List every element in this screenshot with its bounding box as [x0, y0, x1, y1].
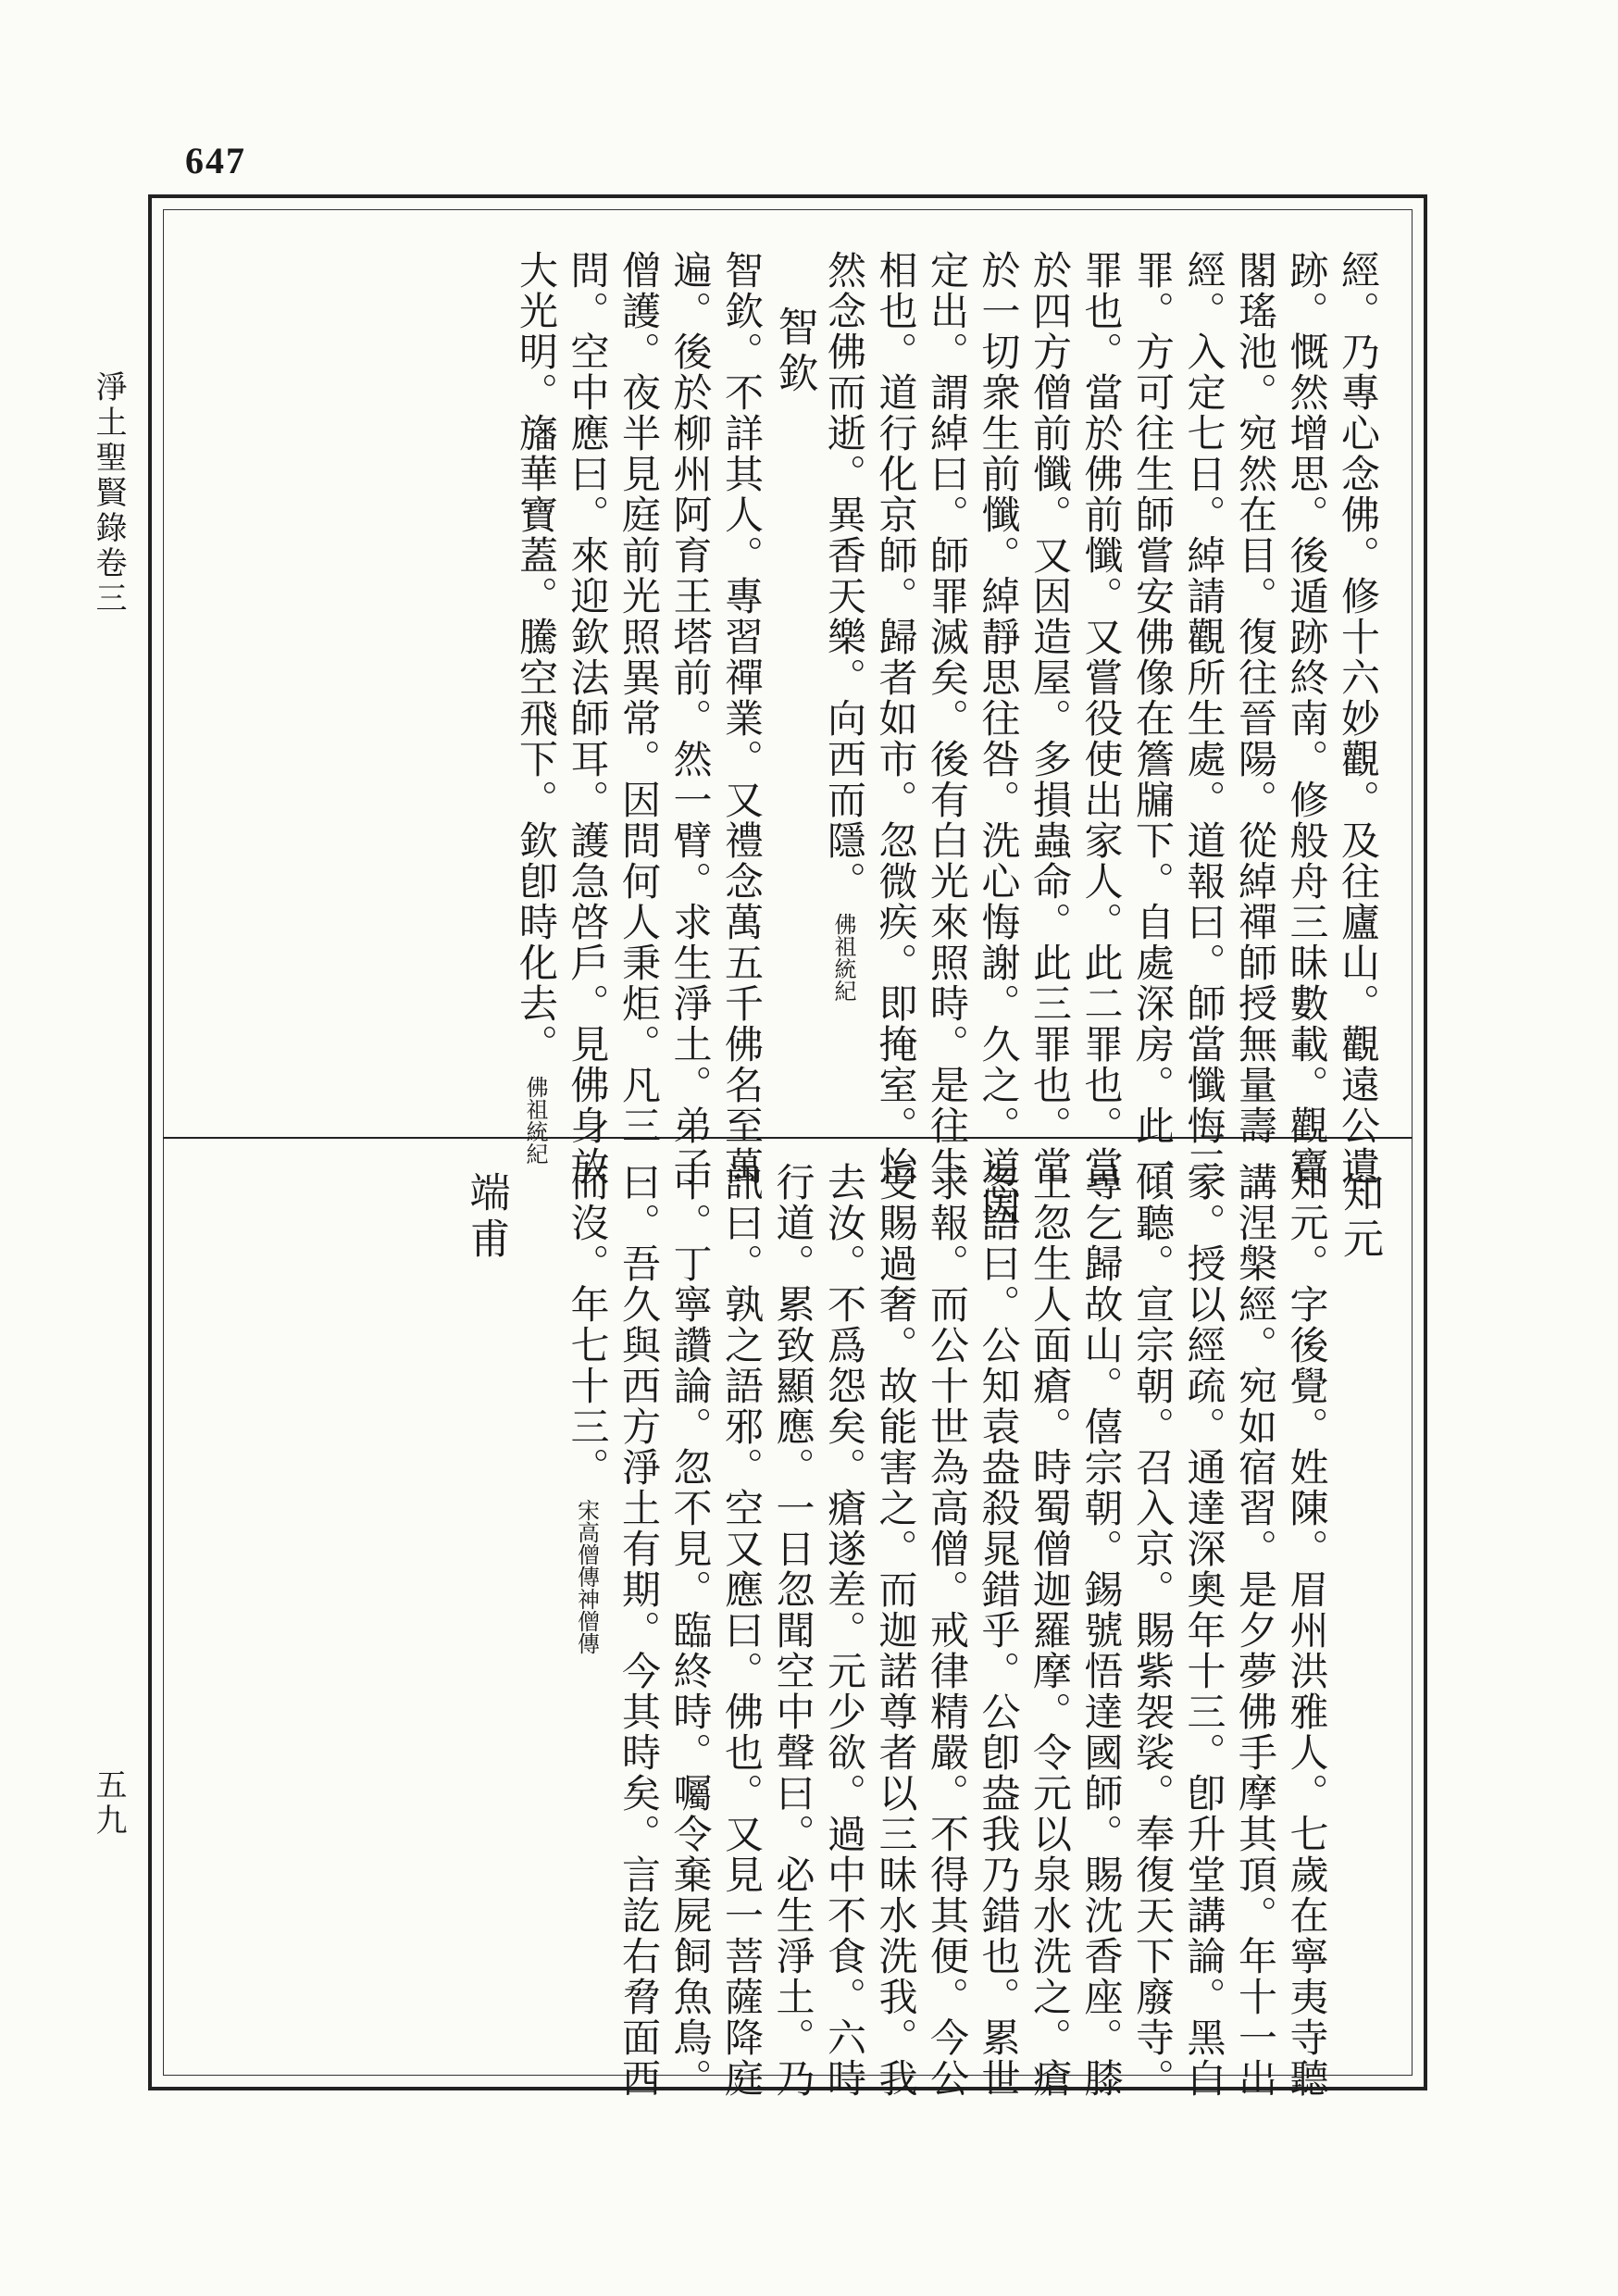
- text-column: 於四方僧前懺。又因造屋。多損蟲命。此三罪也。當: [1027, 250, 1073, 1187]
- text-column: 去汝。不爲怨矣。瘡遂差。元少欲。過中不食。六時: [822, 1162, 867, 2099]
- text-column: 僧護。夜半見庭前光照異常。因問何人秉炬。凡三: [616, 250, 662, 1146]
- text-column: 而沒。年七十三。: [565, 1162, 611, 1488]
- running-title: 淨土聖賢錄卷三: [90, 370, 127, 617]
- citation-note: 佛祖統紀: [830, 913, 856, 1002]
- text-column: 受賜過奢。故能害之。而迦諾尊者以三昧水洗我。我: [873, 1162, 919, 2099]
- text-column: 求報。而公十世為高僧。戒律精嚴。不得其便。今公: [925, 1162, 970, 2099]
- text-column: 遍。後於柳州阿育王塔前。然一臂。求生淨土。弟子: [667, 250, 714, 1187]
- text-column: 智欽。不詳其人。專習禪業。又禮念萬五千佛名至萬: [719, 250, 765, 1187]
- citation-note: 宋高僧傳神僧傳: [573, 1499, 600, 1654]
- text-column: 罪也。當於佛前懺。又嘗役使出家人。此二罪也。當: [1078, 250, 1125, 1187]
- section-heading: 端甫: [462, 1171, 510, 1264]
- section-heading: 知元: [1336, 1171, 1383, 1264]
- text-column: 訊曰。孰之語邪。空又應曰。佛也。又見一菩薩降庭: [719, 1162, 765, 2099]
- text-column: 中。丁寧讚論。忽不見。臨終時。囑令棄屍飼魚鳥。: [667, 1162, 714, 2099]
- text-column: 傾聽。宣宗朝。召入京。賜紫袈裟。奉復天下廢寺。: [1130, 1162, 1176, 2099]
- text-column: 忽語曰。公知袁盎殺晁錯乎。公卽盎我乃錯也。累世: [976, 1162, 1022, 2099]
- text-column: 閣瑤池。宛然在目。復往晉陽。從綽禪師授無量壽: [1233, 250, 1278, 1146]
- page-number: 647: [185, 140, 246, 181]
- text-column: 問。空中應曰。來迎欽法師耳。護急啓戶。見佛身放: [565, 250, 611, 1187]
- text-column: 罪。方可往生師嘗安佛像在簷牖下。自處深房。此一: [1130, 250, 1176, 1187]
- text-column: 定出。謂綽曰。師罪滅矣。後有白光來照時。是往生: [925, 250, 970, 1187]
- text-column: 上忽生人面瘡。時蜀僧迦羅摩。令元以泉水洗之。瘡: [1027, 1162, 1073, 2099]
- text-column: 相也。道行化京師。歸者如市。忽微疾。即掩室。怡: [873, 250, 919, 1187]
- text-column: 經。乃專心念佛。修十六妙觀。及往廬山。觀遠公遺: [1336, 250, 1381, 1187]
- section-heading: 智欽: [770, 306, 818, 398]
- text-column: 行道。累致顯應。一日忽聞空中聲曰。必生淨土。乃: [770, 1162, 816, 2099]
- text-column: 於一切衆生前懺。綽靜思往咎。洗心悔謝。久之。道因: [976, 250, 1022, 1228]
- text-column: 大光明。旛華寶蓋。騰空飛下。欽卽時化去。: [514, 250, 559, 1065]
- citation-note: 佛祖統紀: [522, 1076, 548, 1165]
- text-column: 知元。字後覺。姓陳。眉州洪雅人。七歲在寧夷寺聽: [1284, 1162, 1330, 2099]
- text-column: 曰。吾久與西方淨土有期。今其時矣。言訖右脅面西: [616, 1162, 662, 2099]
- lower-text-block: [163, 1162, 1413, 2099]
- text-column: 講涅槃經。宛如宿習。是夕夢佛手摩其頂。年十一出: [1233, 1162, 1278, 2099]
- text-column: 經。入定七日。綽請觀所生處。道報曰。師當懺悔三: [1181, 250, 1227, 1187]
- folio-number: 五九: [90, 1768, 127, 1839]
- text-column: 跡。慨然增思。後遁跡終南。修般舟三昧數載。觀寶: [1284, 250, 1330, 1187]
- text-column: 家。授以經疏。通達深奧年十三。卽升堂講論。黑白: [1181, 1162, 1227, 2099]
- text-column: 尋乞歸故山。僖宗朝。錫號悟達國師。賜沈香座。膝: [1078, 1162, 1125, 2099]
- text-column: 然念佛而逝。異香天樂。向西而隱。: [822, 250, 867, 902]
